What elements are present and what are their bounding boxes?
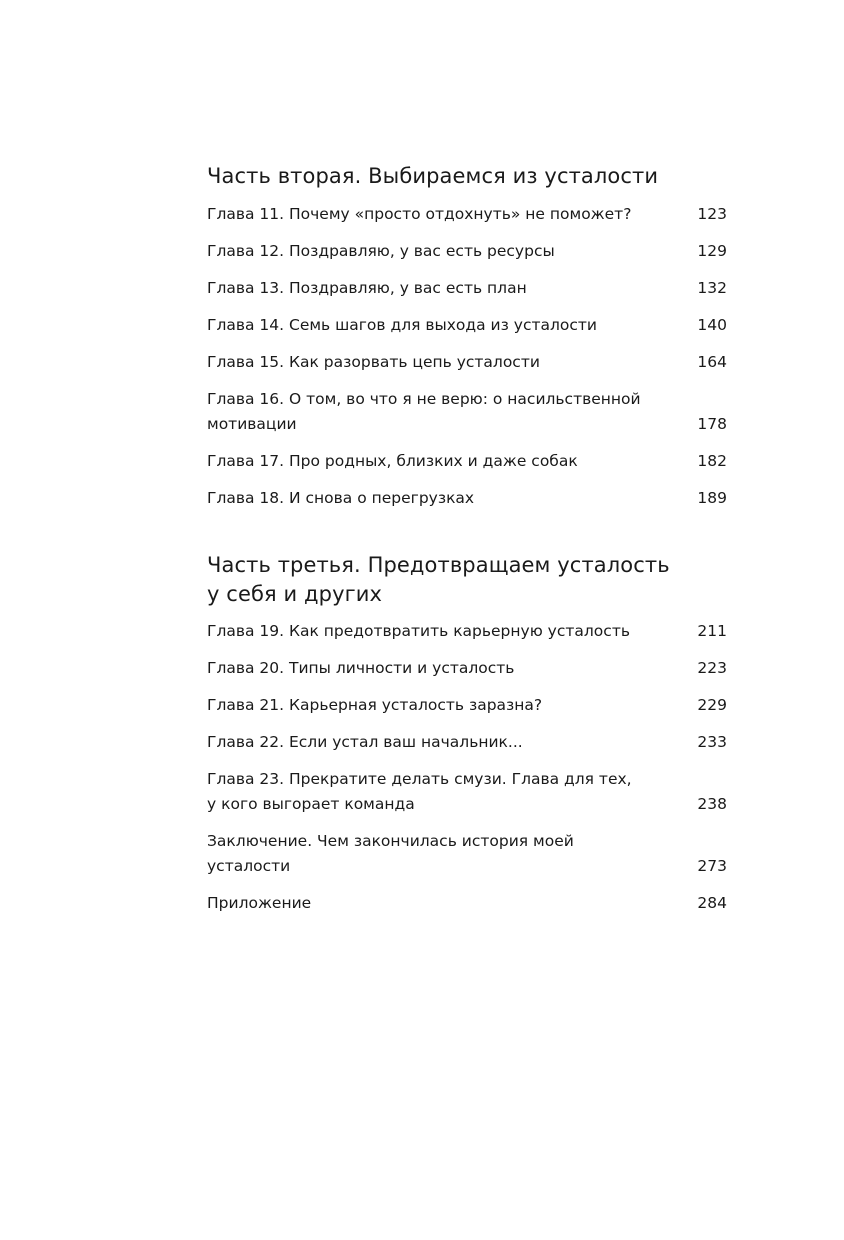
entry-page-number: 238 <box>697 795 727 813</box>
entry-page-number: 223 <box>697 659 727 677</box>
toc-entry[interactable] <box>207 202 727 227</box>
entry-title: Глава 20. Типы личности и усталость <box>207 659 515 677</box>
toc-entry[interactable] <box>207 891 727 916</box>
toc-part-2 <box>207 162 727 523</box>
toc-entry[interactable] <box>207 350 727 375</box>
entry-page-number: 211 <box>697 622 727 640</box>
entry-page-number: 178 <box>697 415 727 433</box>
part-title: Часть вторая. Выбираемся из усталости <box>207 164 659 188</box>
entry-page-number: 182 <box>697 452 727 470</box>
entry-title: Глава 23. Прекратите делать смузи. Глава для тех, у кого выгорает команда <box>207 770 632 813</box>
entry-page-number: 229 <box>697 696 727 714</box>
entry-page-number: 189 <box>697 489 727 507</box>
entry-title: Глава 21. Карьерная усталость заразна? <box>207 696 543 714</box>
entry-title: Глава 13. Поздравляю, у вас есть план <box>207 279 527 297</box>
toc-entry[interactable] <box>207 829 727 879</box>
entry-title: Глава 14. Семь шагов для выхода из усталости <box>207 316 598 334</box>
toc-entry[interactable] <box>207 313 727 338</box>
entry-page-number: 164 <box>697 353 727 371</box>
entry-title: Заключение. Чем закончилась история моей усталости <box>207 832 574 875</box>
entry-title: Приложение <box>207 894 312 912</box>
entry-title: Глава 17. Про родных, близких и даже собак <box>207 452 578 470</box>
entry-page-number: 129 <box>697 242 727 260</box>
entry-page-number: 233 <box>697 733 727 751</box>
toc-entry[interactable] <box>207 276 727 301</box>
toc-entry[interactable] <box>207 387 727 437</box>
toc-entry[interactable] <box>207 730 727 755</box>
entry-title: Глава 16. О том, во что я не верю: о насильственной мотивации <box>207 390 641 433</box>
entry-title: Глава 22. Если устал ваш начальник... <box>207 733 523 751</box>
toc-entry[interactable] <box>207 486 727 511</box>
entry-page-number: 132 <box>697 279 727 297</box>
entry-page-number: 284 <box>697 894 727 912</box>
part-title: Часть третья. Предотвращаем усталость у себя и других <box>207 553 670 606</box>
toc-entry[interactable] <box>207 656 727 681</box>
entry-title: Глава 19. Как предотвратить карьерную усталость <box>207 622 630 640</box>
toc-entry[interactable] <box>207 767 727 817</box>
entry-title: Глава 12. Поздравляю, у вас есть ресурсы <box>207 242 555 260</box>
toc-entry[interactable] <box>207 693 727 718</box>
toc-part-3 <box>207 551 727 928</box>
entry-page-number: 273 <box>697 857 727 875</box>
entry-page-number: 140 <box>697 316 727 334</box>
toc-entry[interactable] <box>207 619 727 644</box>
entry-title: Глава 18. И снова о перегрузках <box>207 489 475 507</box>
entry-title: Глава 11. Почему «просто отдохнуть» не поможет? <box>207 205 632 223</box>
entry-page-number: 123 <box>697 205 727 223</box>
toc-entry[interactable] <box>207 239 727 264</box>
entry-title: Глава 15. Как разорвать цепь усталости <box>207 353 540 371</box>
toc-entry[interactable] <box>207 449 727 474</box>
